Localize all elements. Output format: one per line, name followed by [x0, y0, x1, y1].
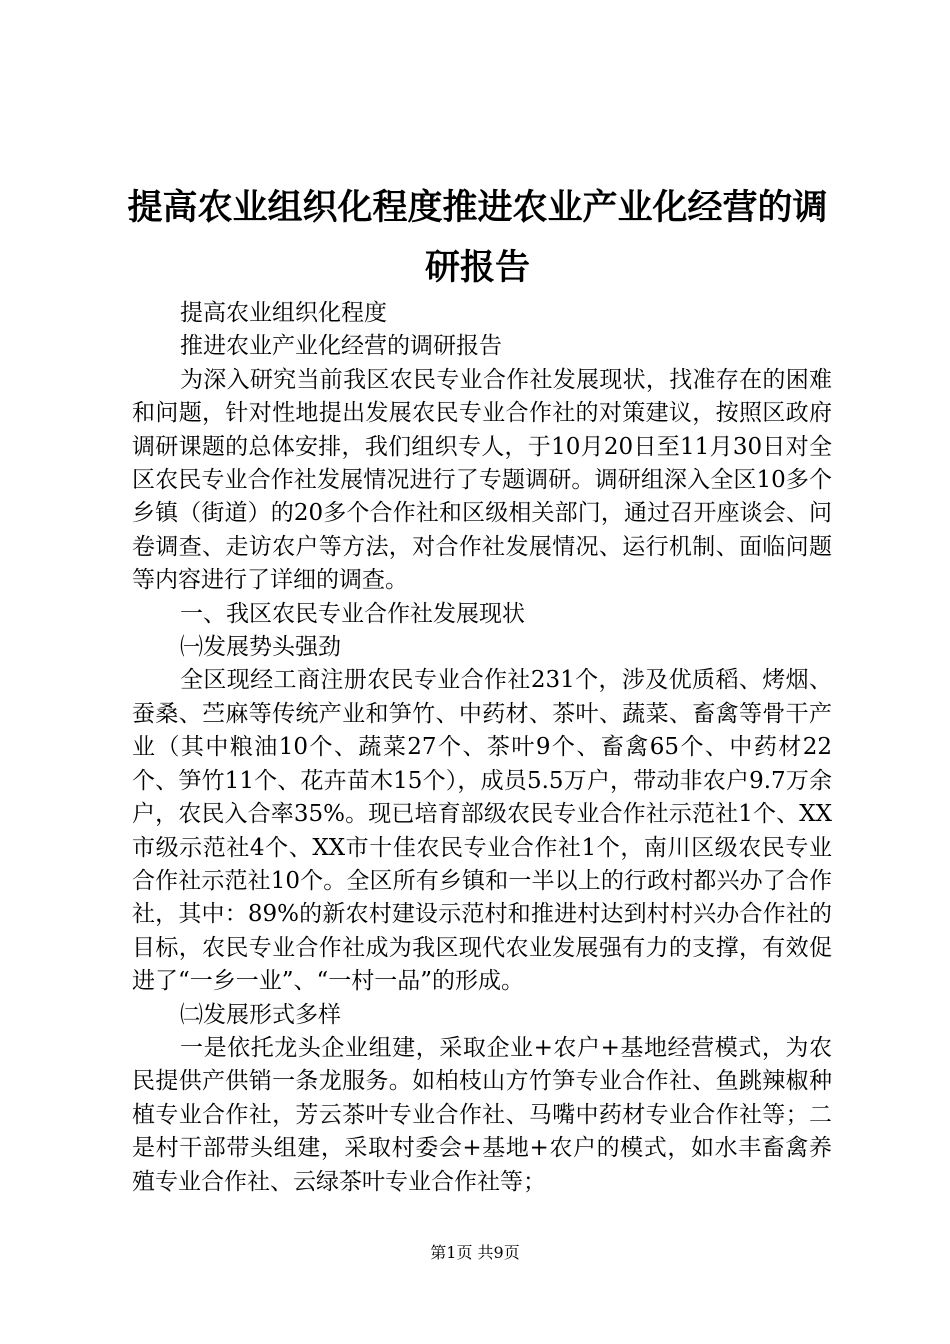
subtitle-line-2: 推进农业产业化经营的调研报告 — [180, 333, 502, 360]
intro-paragraph: 为深入研究当前我区农民专业合作社发展现状，找准存在的困难和问题，针对性地提出发展农民专业合作社的对策建议，按照区政府调研课题的总体安排，我们组织专人，于10月20日至11月30日对全区农民专业合作社发展情况进行了专题调研。调研组深入全区10多个乡镇（街道）的20多个合作社和区级相关部门，通过召开座谈会、问卷调查、走访农户等方法，对合作社发展情况、运行机制、面临问题等内容进行了详细的调查。 — [132, 366, 832, 594]
subsection-heading-1: ㈠发展势头强劲 — [180, 634, 341, 661]
document-body — [132, 297, 832, 1199]
paragraph-development-momentum: 全区现经工商注册农民专业合作社231个，涉及优质稻、烤烟、蚕桑、苎麻等传统产业和笋竹、中药材、茶叶、蔬菜、畜禽等骨干产业（其中粮油10个、蔬菜27个、茶叶9个、畜禽65个、中药材22个、笋竹11个、花卉苗木15个），成员5.5万户，带动非农户9.7万余户，农民入合率35%。现已培育部级农民专业合作社示范社1个、XX市级示范社4个、XX市十佳农民专业合作社1个，南川区级农民专业合作社示范社10个。全区所有乡镇和一半以上的行政村都兴办了合作社，其中：89%的新农村建设示范村和推进村达到村村兴办合作社的目标，农民专业合作社成为我区现代农业发展强有力的支撑，有效促进了“一乡一业”、“一村一品”的形成。 — [132, 667, 832, 995]
paragraph-development-forms: 一是依托龙头企业组建，采取企业+农户+基地经营模式，为农民提供产供销一条龙服务。如柏枝山方竹笋专业合作社、鱼跳辣椒种植专业合作社，芳云茶叶专业合作社、马嘴中药材专业合作社等；二是村干部带头组建，采取村委会+基地+农户的模式，如水丰畜禽养殖专业合作社、云绿茶叶专业合作社等； — [132, 1034, 832, 1195]
subtitle-line-1: 提高农业组织化程度 — [180, 300, 387, 326]
subsection-heading-2: ㈡发展形式多样 — [180, 1001, 341, 1028]
document-title: 提高农业组织化程度推进农业产业化经营的调研报告 — [127, 188, 828, 288]
page-number-footer: 第1页 共9页 — [430, 1243, 520, 1262]
section-heading-1: 一、我区农民专业合作社发展现状 — [180, 600, 525, 627]
